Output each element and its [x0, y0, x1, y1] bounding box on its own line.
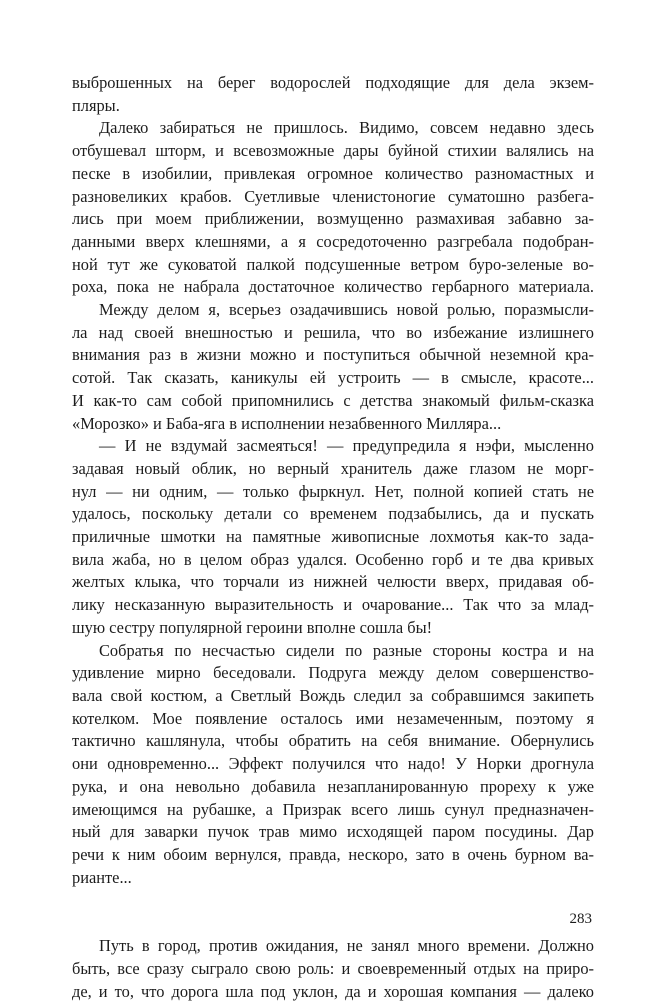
text-line: удалось, поскольку детали со временем подзабылись, да и пускать	[72, 504, 594, 524]
text-line: «Морозко» и Баба-яга в исполнении незабвенного Милляра...	[72, 413, 502, 433]
text-line: роха, пока не набрала достаточное количество гербарного материала.	[72, 277, 594, 297]
text-line: вила жаба, но в целом образ удался. Особенно горб и те два кривых	[72, 549, 594, 569]
text-line: Путь в город, против ожидания, не занял много времени. Должно	[99, 936, 594, 956]
section-break	[72, 889, 594, 935]
text-line: желтых клыка, что торчали из нижней челюсти вверх, придавая об-	[72, 572, 594, 592]
paragraph-5	[72, 640, 594, 890]
text-line: вала свой костюм, а Светлый Вождь следил за собравшимся закипеть	[72, 685, 594, 705]
text-line: ный для заварки пучок трав мимо исходящей паром посудины. Дар	[72, 822, 594, 842]
text-line: И как-то сам собой припомнились с детства знакомый фильм-сказка	[72, 390, 594, 410]
text-line: котелком. Мое появление осталось ими незамеченным, поэтому я	[72, 708, 594, 728]
text-line: ной тут же суковатой палкой подсушенные ветром буро-зеленые во-	[72, 254, 594, 274]
paragraph-1	[72, 72, 594, 117]
text-line: Между делом я, всерьез озадачившись новой ролью, поразмысли-	[99, 300, 594, 320]
text-line: разновеликих крабов. Суетливые членистоногие суматошно разбега-	[72, 186, 594, 206]
text-line: задавая новый облик, но верный хранитель даже глазом не морг-	[72, 458, 594, 478]
text-line: имеющимся на рубашке, а Призрак всего лишь сунул предназначен-	[72, 799, 594, 819]
text-line: — И не вздумай засмеяться! — предупредила я нэфи, мысленно	[99, 436, 594, 456]
text-line: внимания раз в жизни можно и поступиться обычной неземной кра-	[72, 345, 594, 365]
text-line: шую сестру популярной героини вполне сошла бы!	[72, 617, 433, 637]
page-number: 283	[569, 911, 592, 927]
text-line: Собратья по несчастью сидели по разные стороны костра и на	[99, 640, 594, 660]
paragraph-3	[72, 299, 594, 435]
text-line: отбушевал шторм, и всевозможные дары буйной стихии валялись на	[72, 141, 594, 161]
text-line: ла над своей внешностью и решила, что во избежание излишнего	[72, 322, 594, 342]
text-line: рука, и она невольно добавила незапланированную прореху к уже	[72, 776, 594, 796]
text-line: Далеко забираться не пришлось. Видимо, совсем недавно здесь	[99, 118, 594, 138]
text-line: быть, все сразу сыграло свою роль: и своевременный отдых на приро-	[72, 959, 594, 979]
text-line: речи к ним обоим вернулся, правда, нескоро, зато в очень бурном ва-	[72, 844, 594, 864]
text-line: де, и то, что дорога шла под уклон, да и хорошая компания — далеко	[72, 981, 594, 1001]
text-line: выброшенных на берег водорослей подходящие для дела экзем-	[72, 73, 594, 92]
page-body	[72, 72, 594, 1003]
text-line: лику несказанную выразительность и очарование... Так что за млад-	[72, 595, 594, 615]
text-line: тактично кашлянула, чтобы обратить на себя внимание. Обернулись	[72, 731, 594, 751]
text-line: приличные шмотки на памятные живописные лохмотья как-то зада-	[72, 527, 594, 547]
text-line: данными вверх клешнями, а я сосредоточенно разгребала подобран-	[72, 231, 594, 251]
text-line: они одновременно... Эффект получился что надо! У Норки дрогнула	[72, 754, 594, 774]
text-line: удивление мирно беседовали. Подруга между делом совершенство-	[72, 663, 594, 683]
text-line: лись при моем приближении, возмущенно размахивая забавно за-	[72, 209, 594, 229]
paragraph-6	[72, 935, 594, 1003]
text-line: рианте...	[72, 867, 132, 887]
paragraph-4	[72, 435, 594, 639]
text-line: пляры.	[72, 95, 120, 115]
text-line: песке в изобилии, привлекая огромное количество разномастных и	[72, 163, 594, 183]
text-line: нул — ни одним, — только фыркнул. Нет, полной копией стать не	[72, 481, 594, 501]
text-line: сотой. Так сказать, каникулы ей устроить — в смысле, красоте...	[72, 368, 594, 388]
paragraph-2	[72, 117, 594, 299]
